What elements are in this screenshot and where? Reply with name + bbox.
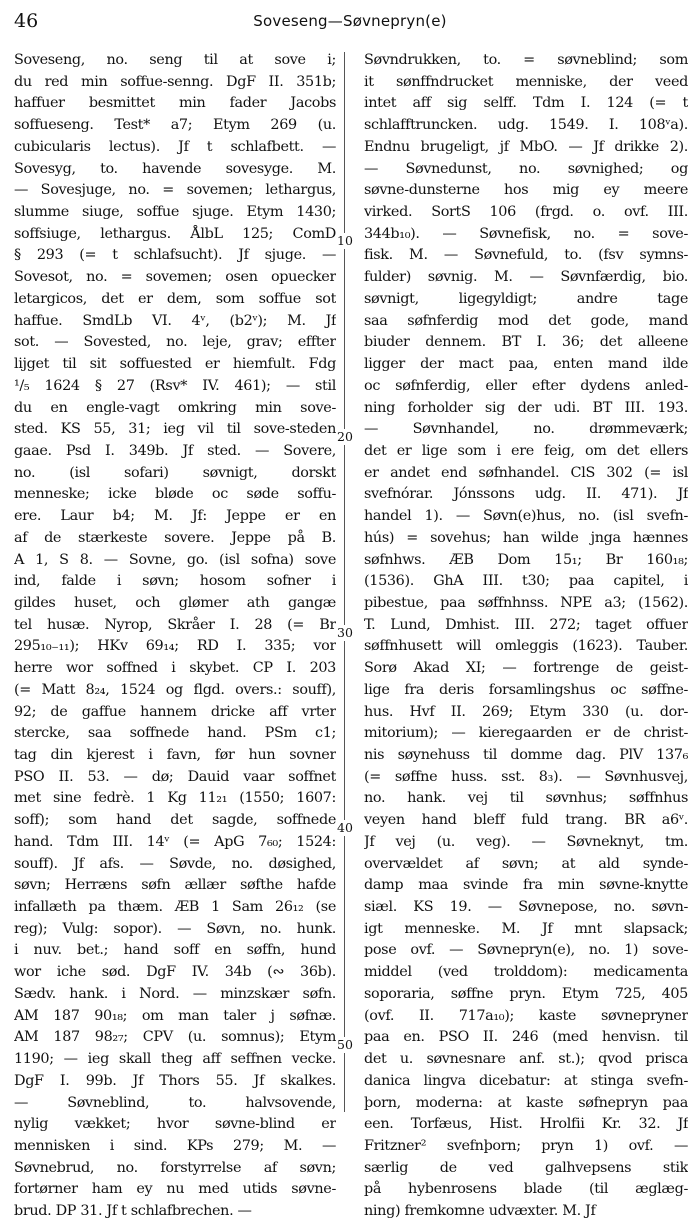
text-line: schlafftruncken. udg. 1549. I. 108ᵛa). (364, 117, 688, 134)
text-line: reg); Vulg: sopor). — Søvn, no. hunk. (14, 920, 336, 937)
text-line: mitorium); — kieregaarden er de christ- (364, 725, 688, 742)
text-line: — Sovesjuge, no. = sovemen; lethargus, (14, 182, 336, 199)
text-line: oc søfnferdig, eller efter dydens anled- (364, 377, 688, 394)
text-line: du red min soffue-senng. DgF II. 351b; (14, 73, 336, 90)
text-line: er andet end søfnhandel. ClS 302 (= isl (364, 464, 688, 481)
text-line: DgF I. 99b. Jf Thors 55. Jf skalkes. (14, 1072, 336, 1089)
text-line: fisk. M. — Søvnefuld, to. (fsv symns- (364, 247, 688, 264)
text-line: hus. Hvf II. 269; Etym 330 (u. dor- (364, 703, 688, 720)
text-line: Sovesyg, to. havende sovesyge. M. (14, 160, 336, 177)
text-line: Fritzner² svefnþorn; pryn 1) ovf. — (364, 1137, 688, 1154)
text-line: intet aff sig selff. Tdm I. 124 (= t (364, 95, 688, 112)
text-line: ning forholder sig der udi. BT III. 193. (364, 399, 688, 416)
text-line: hand. Tdm III. 14ᵛ (= ApG 7₆₀; 1524: (14, 833, 336, 850)
text-line: Sorø Akad XI; — fortrenge de geist- (364, 660, 688, 677)
text-line: — Søvnedunst, no. søvnighed; og (364, 160, 688, 177)
text-line: infallæth pa thæm. ÆB 1 Sam 26₁₂ (se (14, 899, 336, 916)
text-line: sted. KS 55, 31; ieg vil til sove-steden (14, 421, 336, 438)
line-number-30: 30 (336, 625, 364, 641)
text-line: gildes huset, och glømer ath gangæ (14, 594, 336, 611)
text-line: T. Lund, Dmhist. III. 272; taget offuer (364, 616, 688, 633)
text-line: det u. søvnesnare anf. st.); qvod prisca (364, 1051, 688, 1068)
text-line: af de stærkeste sovere. Jeppe på B. (14, 529, 336, 546)
line-number-40: 40 (336, 820, 364, 836)
left-column (14, 50, 336, 1223)
text-line: no. (isl sofari) søvnigt, dorskt (14, 464, 336, 481)
text-line: Sædv. hank. i Nord. — minzskær søfn. (14, 985, 336, 1002)
text-line: Søvndrukken, to. = søvneblind; som (364, 52, 688, 68)
text-line: handel 1). — Søvn(e)hus, no. (isl svefn- (364, 508, 688, 525)
page-header (14, 6, 686, 34)
text-line: letargicos, det er dem, som soffue sot (14, 290, 336, 307)
text-line: saa søfnferdig mod det gode, mand (364, 312, 688, 329)
running-title: Soveseng—Søvnepryn(e) (253, 12, 447, 30)
text-line: lige fra deris forsamlingshus oc søffne- (364, 681, 688, 698)
text-line: ¹/₅ 1624 § 27 (Rsv* IV. 461); — stil (14, 377, 336, 394)
text-line: igt menneske. M. Jf mnt slapsack; (364, 920, 688, 937)
text-line: middel (ved trolddom): medicamenta (364, 964, 688, 981)
text-line: þorn, moderna: at kaste søfnepryn paa (364, 1094, 688, 1111)
text-line: det er lige som i ere feig, om det ellers (364, 442, 688, 459)
text-line: gaae. Psd I. 349b. Jf sted. — Sovere, (14, 442, 336, 459)
text-line: fortørner ham ey nu med utids søvne- (14, 1181, 336, 1198)
text-line: PSO II. 53. — dø; Dauid vaar soffnet (14, 768, 336, 785)
line-number-10: 10 (336, 233, 364, 249)
text-line: (= Matt 8₂₄, 1524 og flgd. overs.: souff), (14, 681, 336, 698)
text-line: een. Torfæus, Hist. Hrolfii Kr. 32. Jf (364, 1116, 688, 1133)
column-divider (344, 52, 345, 1112)
page-number: 46 (14, 10, 39, 32)
text-line: lijget til sit soffuested er hiemfult. Fdg (14, 356, 336, 373)
text-line: (1536). GhA III. t30; paa capitel, i (364, 573, 688, 590)
text-line: 92; de gaffue hannem dricke aff vrter (14, 703, 336, 720)
text-line: cubicularis lectus). Jf t schlafbett. — (14, 138, 336, 155)
text-line: it sønffndrucket menniske, der veed (364, 73, 688, 90)
text-line: soffueseng. Test* a7; Etym 269 (u. (14, 117, 336, 134)
text-line: Søvnebrud, no. forstyrrelse af søvn; (14, 1159, 336, 1176)
text-line: svefnórar. Jónssons udg. II. 471). Jf (364, 486, 688, 503)
text-line: Jf vej (u. veg). — Søvneknyt, tm. (364, 833, 688, 850)
text-line: sot. — Sovested, no. leje, grav; effter (14, 334, 336, 351)
text-line: du en engle-vagt omkring min sove- (14, 399, 336, 416)
text-line: hús) = sovehus; han wilde jnga hænnes (364, 529, 688, 546)
text-line: Sovesot, no. = sovemen; osen opuecker (14, 269, 336, 286)
text-line: 1190; — ieg skall theg aff seffnen vecke. (14, 1051, 336, 1068)
text-line: soff); som hand det sagde, soffnede (14, 812, 336, 829)
text-line: tel husæ. Nyrop, Skråer I. 28 (= Br (14, 616, 336, 633)
right-column (364, 50, 688, 1223)
text-line: (ovf. II. 717a₁₀); kaste søvnepryner (364, 1007, 688, 1024)
text-line: overvældet af søvn; at ald synde- (364, 855, 688, 872)
line-number-50: 50 (336, 1037, 364, 1053)
text-line: nis søynehuss til domme dag. PlV 137₆ (364, 747, 688, 763)
text-line: A 1, S 8. — Sovne, go. (isl sofna) sove (14, 551, 336, 568)
text-line: 344b₁₀). — Søvnefisk, no. = sove- (364, 225, 688, 242)
text-line: søvn; Herræns søfn ællær søfthe hafde (14, 877, 336, 894)
text-line: herre wor soffned i skybet. CP I. 203 (14, 660, 336, 677)
text-line: på hybenrosens blade (til æglæg- (364, 1181, 688, 1198)
text-line: ligger der mact paa, enten mand ilde (364, 356, 688, 373)
text-line: stercke, saa soffnede hand. PSm c1; (14, 725, 336, 742)
text-line: AM 187 90₁₈; om man taler j søfnæ. (14, 1007, 336, 1024)
text-line: haffue. SmdLb VI. 4ᵛ, (b2ᵛ); M. Jf (14, 312, 336, 329)
text-line: wor iche sød. DgF IV. 34b (∾ 36b). (14, 964, 336, 981)
text-line: veyen hand bleff fuld trang. BR a6ᵛ. (364, 812, 688, 829)
text-line: Endnu brugeligt, jf MbO. — Jf drikke 2). (364, 138, 688, 155)
text-line: no. hank. vej til søvnhus; søffnhus (364, 790, 688, 807)
text-line: biuder dennem. BT I. 36; det alleene (364, 334, 688, 351)
text-line: særlig de ved galhvepsens stik (364, 1159, 688, 1176)
text-line: damp maa svinde fra min søvne-knytte (364, 877, 688, 894)
text-line: søvne-dunsterne hos mig ey meere (364, 182, 688, 199)
text-line: danica lingva dicebatur: at stinga svefn- (364, 1072, 688, 1089)
text-line: nylig vækket; hvor søvne-blind er (14, 1116, 336, 1133)
line-number-20: 20 (336, 429, 364, 445)
text-line: souff). Jf afs. — Søvde, no. døsighed, (14, 855, 336, 872)
text-line: brud. DP 31. Jf t schlafbrechen. — (14, 1203, 252, 1220)
text-line: soffsiuge, lethargus. ÅlbL 125; ComD (14, 225, 336, 242)
text-line: AM 187 98₂₇; CPV (u. somnus); Etym (14, 1029, 336, 1046)
text-line: ere. Laur b4; M. Jf: Jeppe er en (14, 508, 336, 525)
text-line: paa en. PSO II. 246 (med henvisn. til (364, 1029, 688, 1046)
text-line: — Søvneblind, to. halvsovende, (14, 1094, 336, 1111)
text-line: siæl. KS 19. — Søvnepose, no. søvn- (364, 899, 688, 916)
text-line: i nuv. bet.; hand soff en søffn, hund (14, 942, 336, 959)
text-line: mennisken i sind. KPs 279; M. — (14, 1137, 336, 1154)
text-line: § 293 (= t schlafsucht). Jf sjuge. — (14, 247, 336, 264)
text-line: menneske; icke bløde oc søde soffu- (14, 486, 336, 503)
text-line: virked. SortS 106 (frgd. o. ovf. III. (364, 204, 688, 221)
text-line: Soveseng, no. seng til at sove i; (14, 52, 336, 68)
text-line: slumme siuge, soffue sjuge. Etym 1430; (14, 204, 336, 221)
text-line: ind, falde i søvn; hosom sofner i (14, 573, 336, 590)
text-line: søfnhws. ÆB Dom 15₁; Br 160₁₈; (364, 551, 688, 568)
text-line: tag din kjerest i favn, før hun sovner (14, 747, 336, 763)
text-line: (= søffne huss. sst. 8₃). — Søvnhusvej, (364, 768, 688, 785)
text-line: soporaria, søffne pryn. Etym 725, 405 (364, 985, 688, 1002)
text-line: — Søvnhandel, no. drømmeværk; (364, 421, 688, 438)
text-line: 295₁₀₋₁₁); HKv 69₁₄; RD I. 335; vor (14, 638, 336, 655)
text-line: met sine fedrè. 1 Kg 11₂₁ (1550; 1607: (14, 790, 336, 807)
text-line: pose ovf. — Søvnepryn(e), no. 1) sove- (364, 942, 688, 959)
text-line: fulder) søvnig. M. — Søvnfærdig, bio. (364, 269, 688, 286)
text-line: ning) fremkomne udvæxter. M. Jf (364, 1203, 596, 1220)
text-line: pibestue, paa søffnhnss. NPE a3; (1562). (364, 594, 688, 611)
text-line: haffuer besmittet min fader Jacobs (14, 95, 336, 112)
text-line: søvnigt, ligegyldigt; andre tage (364, 290, 688, 307)
text-line: søffnhusett will omleggis (1623). Tauber. (364, 638, 688, 655)
